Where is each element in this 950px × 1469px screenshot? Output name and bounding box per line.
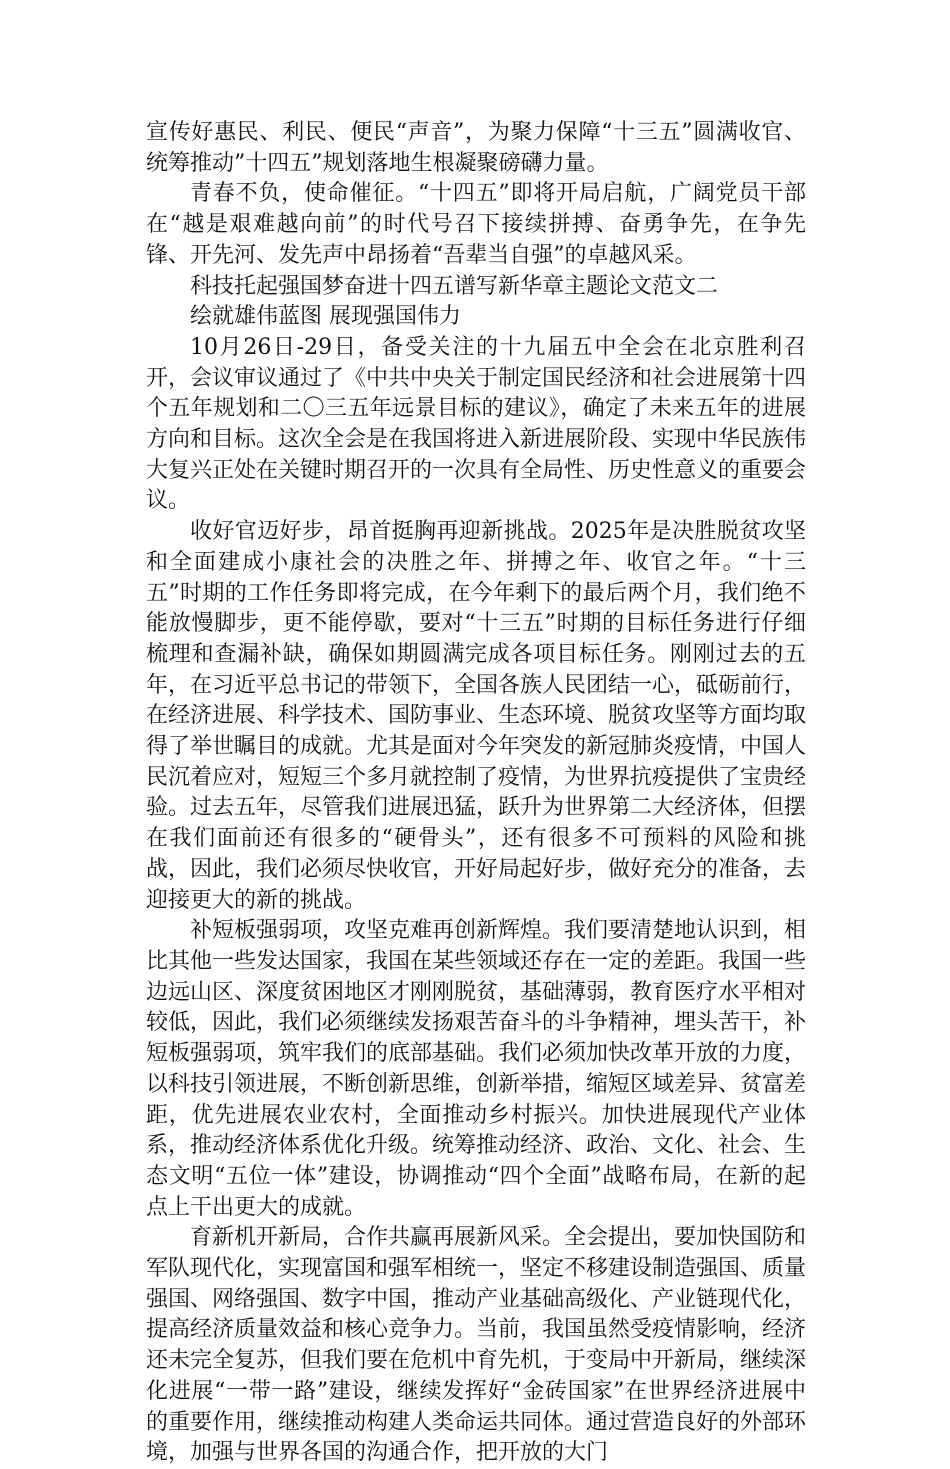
paragraph-new-opportunities: 育新机开新局，合作共赢再展新风采。全会提出，要加快国防和军队现代化，实现富国和强军相统一，坚定不移建设制造强国、质量强国、网络强国、数字中国，推动产业基础高级化、产业链现代化，提高经济质量效益和核心竞争力。当前，我国虽然受疫情影响，经济还未完全复苏，但我们要在危机中育先机，于变局中开新局，继续深化进展“一带一路”建设，继续发挥好“金砖国家”在世界经济进展中的重要作用，继续推动构建人类命运共同体。通过营造良好的外部环境，加强与世界各国的沟通合作，把开放的大门 bbox=[146, 1225, 807, 1466]
paragraph-continuation: 宣传好惠民、利民、便民“声音”，为聚力保障“十三五”圆满收官、统筹推动”十四五”规划落地生根凝聚磅礴力量。 bbox=[146, 120, 806, 176]
essay-subtitle: 绘就雄伟蓝图 展现强国伟力 bbox=[190, 304, 461, 330]
paragraph-shortcomings: 补短板强弱项，攻坚克难再创新辉煌。我们要清楚地认识到，相比其他一些发达国家，我国在某些领域还存在一定的差距。我国一些边远山区、深度贫困地区才刚刚脱贫，基础薄弱，教育医疗水平相对较低，因此，我们必须继续发扬艰苦奋斗的斗争精神，埋头苦干，补短板强弱项，筑牢我们的底部基础。我们必须加快改革开放的力度，以科技引领进展，不断创新思维，创新举措，缩短区域差异、贫富差距，优先进展农业农村，全面推动乡村振兴。加快进展现代产业体系，推动经济体系优化升级。统筹推动经济、政治、文化、社会、生态文明“五位一体”建设，协调推动“四个全面”战略布局，在新的起点上干出更大的成就。 bbox=[146, 918, 807, 1220]
document-body bbox=[146, 118, 806, 1469]
essay-title: 科技托起强国梦奋进十四五谱写新华章主题论文范文二 bbox=[190, 273, 719, 299]
paragraph-plenary: 10月26日-29日，备受关注的十九届五中全会在北京胜利召开，会议审议通过了《中共中央关于制定国民经济和社会进展第十四个五年规划和二〇三五年远景目标的建议》，确定了未来五年的进展方向和目标。这次全会是在我国将进入新进展阶段、实现中华民族伟大复兴正处在关键时期召开的一次具有全局性、历史性意义的重要会议。 bbox=[146, 334, 807, 514]
paragraph-youth: 青春不负，使命催征。“十四五”即将开局启航，广阔党员干部在“越是艰难越向前”的时代号召下接续拼搏、奋勇争先，在争先锋、开先河、发先声中昂扬着“吾辈当自强”的卓越风采。 bbox=[146, 181, 806, 268]
paragraph-closing-out: 收好官迈好步，昂首挺胸再迎新挑战。2025年是决胜脱贫攻坚和全面建成小康社会的决胜之年、拼搏之年、收官之年。“十三五”时期的工作任务即将完成，在今年剩下的最后两个月，我们绝不能放慢脚步，更不能停歇，要对“十三五”时期的目标任务进行仔细梳理和查漏补缺，确保如期圆满完成各项目标任务。刚刚过去的五年，在习近平总书记的带领下，全国各族人民团结一心，砥砺前行，在经济进展、科学技术、国防事业、生态环境、脱贫攻坚等方面均取得了举世瞩目的成就。尤其是面对今年突发的新冠肺炎疫情，中国人民沉着应对，短短三个多月就控制了疫情，为世界抗疫提供了宝贵经验。过去五年，尽管我们进展迅猛，跃升为世界第二大经济体，但摆在我们面前还有很多的“硬骨头”，还有很多不可预料的风险和挑战，因此，我们必须尽快收官，开好局起好步，做好充分的准备，去迎接更大的新的挑战。 bbox=[146, 519, 807, 913]
